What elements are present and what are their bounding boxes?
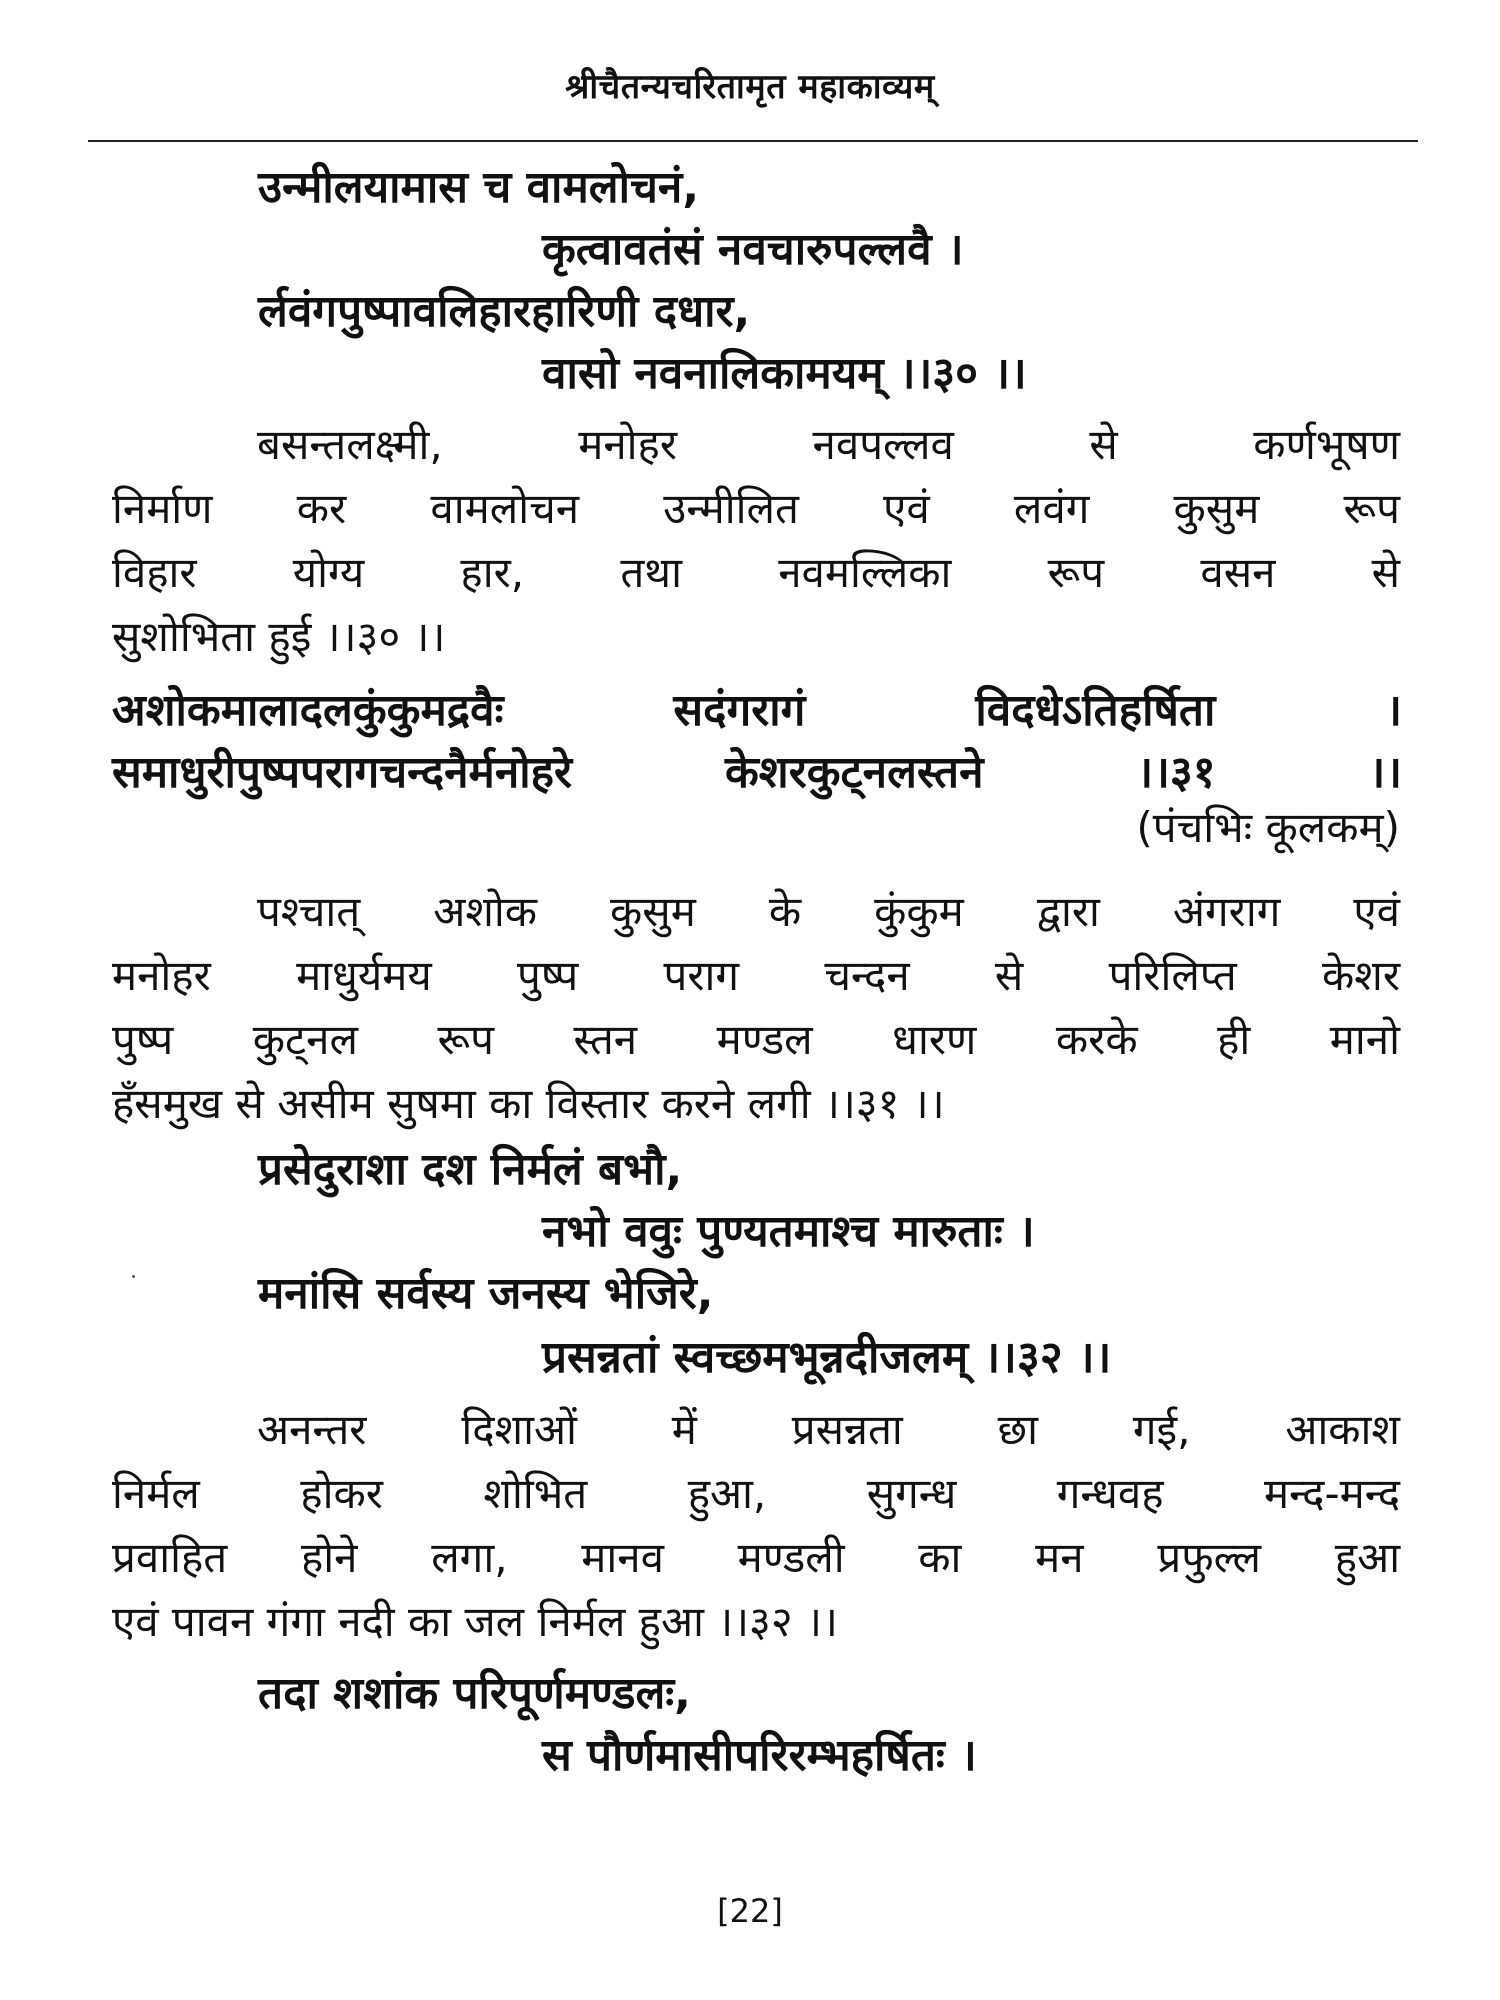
- verse-30-line-2: कृत्वावतंसं नवचारुपल्लवै ।: [542, 224, 964, 275]
- verse-32-line-1: प्रसेदुराशा दश निर्मलं बभौ,: [258, 1144, 683, 1195]
- translation-31-line-2: मनोहर माधुर्यमय पुष्प पराग चन्दन से परिलिप्त केशर: [112, 951, 1400, 1000]
- translation-32-line-2: निर्मल होकर शोभित हुआ, सुगन्ध गन्धवह मन्द-मन्द: [112, 1469, 1400, 1518]
- translation-30-line-1: बसन्तलक्ष्मी, मनोहर नवपल्लव से कर्णभूषण: [257, 420, 1400, 469]
- kulakam-note: (पंचभिः कूलकम्): [1136, 803, 1400, 852]
- verse-30-line-1: उन्मीलयामास च वामलोचनं,: [258, 162, 700, 213]
- header-rule: [88, 140, 1418, 142]
- verse-30-line-3: र्लवंगपुष्पावलिहारहारिणी दधार,: [258, 286, 751, 337]
- translation-32-line-1: अनन्तर दिशाओं में प्रसन्नता छा गई, आकाश: [257, 1405, 1400, 1454]
- translation-31-line-3: पुष्प कुट्नल रूप स्तन मण्डल धारण करके ही मानो: [112, 1015, 1400, 1064]
- translation-32-line-3: प्रवाहित होने लगा, मानव मण्डली का मन प्रफुल्ल हुआ: [112, 1533, 1400, 1582]
- verse-31-line-2: समाधुरीपुष्पपरागचन्दनैर्मनोहरे केशरकुट्नलस्तने ।।३१ ।।: [112, 747, 1402, 798]
- verse-31: [112, 680, 1402, 804]
- page-number: [22]: [717, 1892, 783, 1930]
- translation-31-line-4: हँसमुख से असीम सुषमा का विस्तार करने लगी ।।३१ ।।: [112, 1079, 945, 1128]
- running-header: श्रीचैतन्यचरितामृत महाकाव्यम्: [565, 67, 935, 107]
- verse-33-line-1: तदा शशांक परिपूर्णमण्डलः,: [258, 1668, 691, 1719]
- verse-30-line-4: वासो नवनालिकामयम् ।।३० ।।: [542, 348, 1027, 399]
- verse-32-line-3: मनांसि सर्वस्य जनस्य भेजिरे,: [258, 1268, 714, 1319]
- verse-32-line-2: नभो ववुः पुण्यतमाश्च मारुताः ।: [542, 1206, 1035, 1257]
- verse-31-line-1: अशोकमालादलकुंकुमद्रवैः सदंगरागं विदधेऽतिहर्षिता ।: [112, 685, 1402, 736]
- verse-33-line-2: स पौर्णमासीपरिरम्भहर्षितः ।: [542, 1730, 977, 1781]
- translation-30-line-2: निर्माण कर वामलोचन उन्मीलित एवं लवंग कुसुम रूप: [112, 484, 1400, 533]
- verse-32-line-4: प्रसन्नतां स्वच्छमभून्नदीजलम् ।।३२ ।।: [542, 1332, 1112, 1383]
- translation-31-line-1: पश्चात् अशोक कुसुम के कुंकुम द्वारा अंगराग एवं: [257, 887, 1400, 936]
- translation-30: [112, 413, 1400, 669]
- translation-30-line-3: विहार योग्य हार, तथा नवमल्लिका रूप वसन से: [112, 548, 1400, 597]
- translation-32: [112, 1398, 1400, 1654]
- translation-31: [112, 880, 1400, 1136]
- margin-speck: [132, 1275, 135, 1278]
- translation-32-line-4: एवं पावन गंगा नदी का जल निर्मल हुआ ।।३२ ।।: [112, 1597, 838, 1646]
- translation-30-line-4: सुशोभिता हुई ।।३० ।।: [112, 612, 446, 661]
